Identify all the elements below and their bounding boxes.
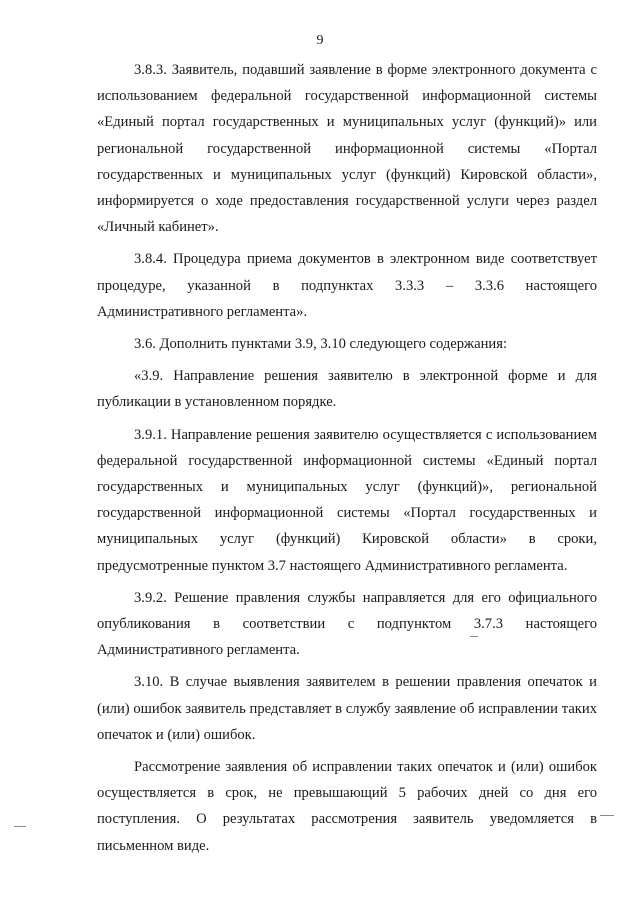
document-body (97, 57, 597, 859)
paragraph-review: Рассмотрение заявления об исправлении таких опечаток и (или) ошибок осуществляется в срок, не превышающий 5 рабочих дней со дня его поступления. О результатах рассмотрения заявитель уведомляется в письменном виде. (97, 759, 597, 854)
page-number: 9 (316, 33, 324, 48)
scan-mark-mid (470, 636, 478, 637)
scan-mark-right (600, 815, 614, 816)
paragraph-3-8-3: 3.8.3. Заявитель, подавший заявление в форме электронного документа с использованием федеральной государственной информационной системы «Единый портал государственных и муниципальных услуг (функций)» или региональной государственной информационной системы «Портал государственных и муниципальных услуг (функций) Кировской области», информируется о ходе предоставления государственной услуги через раздел «Личный кабинет». (97, 62, 597, 236)
paragraph-3-9-2: 3.9.2. Решение правления службы направляется для его официального опубликования в соответствии с подпунктом 3.7.3 настоящего Административного регламента. (97, 589, 597, 659)
paragraph-3-9: «3.9. Направление решения заявителю в электронной форме и для публикации в установленном порядке. (97, 368, 597, 411)
paragraph-3-9-1: 3.9.1. Направление решения заявителю осуществляется с использованием федеральной государственной информационной системы «Единый портал государственных и муниципальных услуг (функций)», региональной государственной информационной системы «Портал государственных и муниципальных услуг (функций) Кировской области» в сроки, предусмотренные пунктом 3.7 настоящего Административного регламента. (97, 426, 597, 574)
paragraph-3-6: 3.6. Дополнить пунктами 3.9, 3.10 следующего содержания: (134, 336, 508, 353)
paragraph-3-10: 3.10. В случае выявления заявителем в решении правления опечаток и (или) ошибок заявитель представляет в службу заявление об исправлении таких опечаток и (или) ошибок. (97, 674, 597, 743)
paragraph-3-8-4: 3.8.4. Процедура приема документов в электронном виде соответствует процедуре, указанной в подпунктах 3.3.3 – 3.3.6 настоящего Административного регламента». (97, 251, 597, 320)
scan-mark-left (14, 826, 26, 827)
